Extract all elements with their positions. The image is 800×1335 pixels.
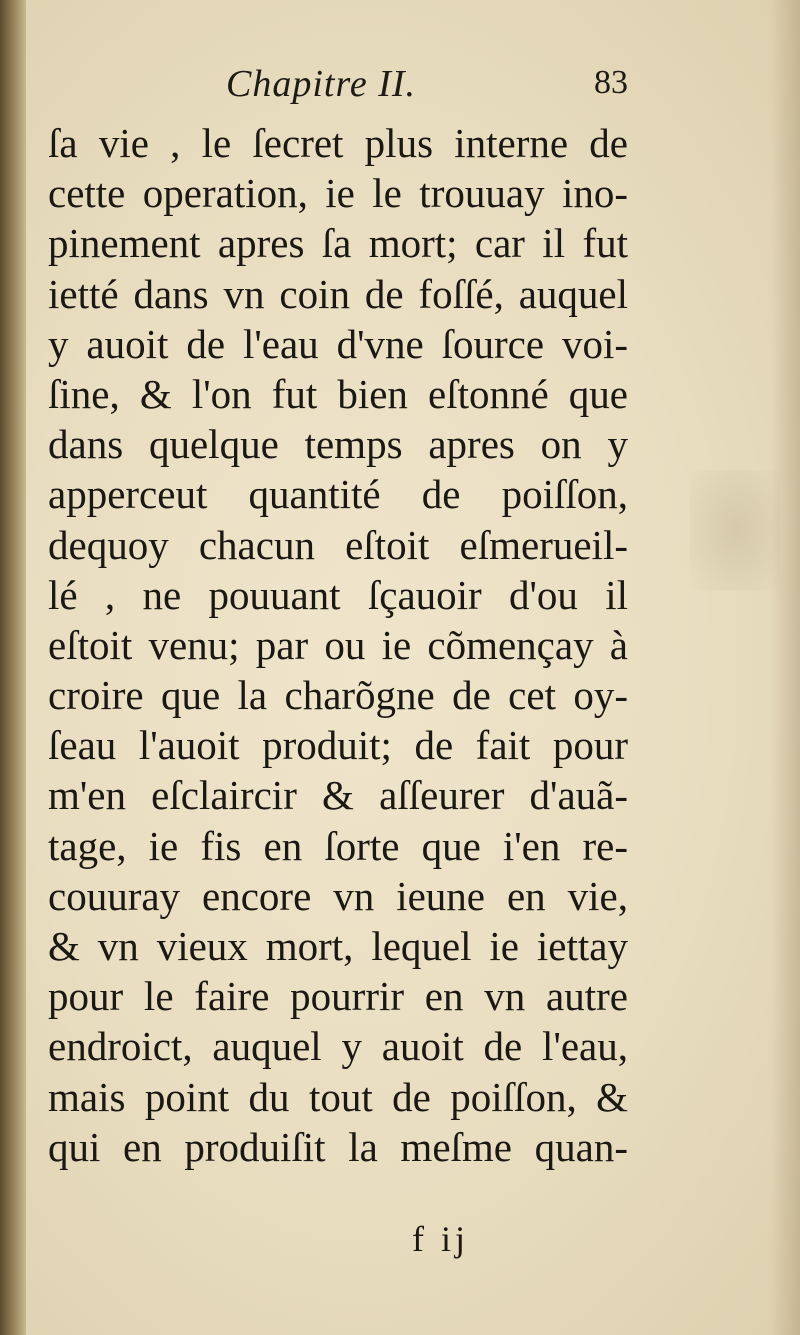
text-line: dans quelque temps apres on y xyxy=(48,421,628,468)
text-line: m'en eſclaircir & aſſeurer d'auã- xyxy=(48,772,628,819)
body-text xyxy=(48,118,628,1172)
page-header xyxy=(48,62,628,108)
text-line: qui en produiſit la meſme quan- xyxy=(48,1123,628,1170)
text-line: apperceut quantité de poiſſon, xyxy=(48,471,628,518)
text-line: lé , ne pouuant ſçauoir d'ou il xyxy=(48,571,628,618)
text-line: & vn vieux mort, lequel ie iettay xyxy=(48,923,628,969)
text-line: pour le faire pourrir en vn autre xyxy=(48,973,628,1020)
text-line: croire que la charõgne de cet oy- xyxy=(48,672,628,719)
text-line: eſtoit venu; par ou ie cõmençay à xyxy=(48,621,628,668)
text-line: couuray encore vn ieune en vie, xyxy=(48,872,628,919)
running-head: Chapitre II. xyxy=(226,63,417,105)
text-line: y auoit de l'eau d'vne ſource voi- xyxy=(48,320,628,367)
text-line: tage, ie fis en ſorte que i'en re- xyxy=(48,822,628,869)
text-line: ſine, & l'on fut bien eſtonné que xyxy=(48,370,628,417)
page-number: 83 xyxy=(594,64,628,101)
ink-bleed-mark xyxy=(690,470,780,590)
text-line: ſa vie , le ſecret plus interne de xyxy=(48,120,628,166)
text-line: dequoy chacun eſtoit eſmerueil- xyxy=(48,521,628,568)
text-line: cette operation, ie le trouuay ino- xyxy=(48,170,628,217)
text-line: ſeau l'auoit produit; de fait pour xyxy=(48,722,628,769)
text-line: endroict, auquel y auoit de l'eau, xyxy=(48,1023,628,1070)
text-line: pinement apres ſa mort; car il fut xyxy=(48,220,628,267)
text-line: mais point du tout de poiſſon, & xyxy=(48,1073,628,1120)
text-line: ietté dans vn coin de foſſé, auquel xyxy=(48,270,628,317)
page-edge-shadow xyxy=(770,0,800,1335)
signature-mark: f ij xyxy=(412,1219,469,1259)
page-binding xyxy=(0,0,26,1335)
